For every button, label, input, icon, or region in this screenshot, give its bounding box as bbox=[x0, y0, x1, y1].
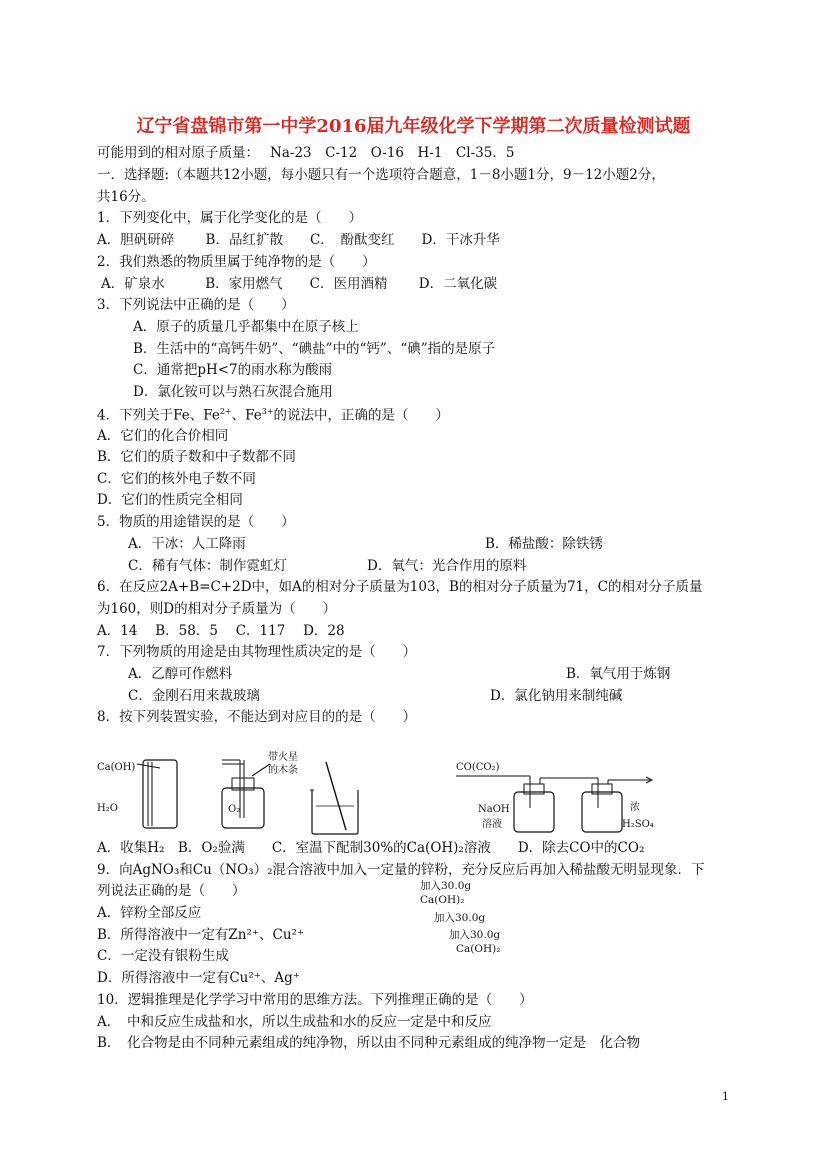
q1-stem: 1．下列变化中，属于化学变化的是（ ） bbox=[97, 210, 363, 226]
svg-text:O₂: O₂ bbox=[228, 804, 241, 815]
svg-text:带火星: 带火星 bbox=[268, 752, 298, 763]
q9-option-d: D．所得溶液中一定有Cu²⁺、Ag⁺ bbox=[97, 970, 300, 986]
svg-text:H₂O: H₂O bbox=[97, 803, 118, 814]
q5-option-a: A．干冰：人工降雨 bbox=[128, 536, 246, 552]
svg-text:NaOH: NaOH bbox=[478, 804, 510, 815]
page-number: 1 bbox=[722, 1090, 729, 1103]
stray-label: Ca(OH)₂ bbox=[420, 894, 465, 906]
svg-text:H₂SO₄: H₂SO₄ bbox=[622, 819, 654, 830]
q2-stem: 2．我们熟悉的物质里属于纯净物的是（ ） bbox=[97, 254, 376, 270]
q8-stem: 8．按下列装置实验，不能达到对应目的的是（ ） bbox=[97, 709, 417, 725]
page-title: 辽宁省盘锦市第一中学2016届九年级化学下学期第二次质量检测试题 bbox=[136, 116, 691, 137]
q10-option-a: A． 中和反应生成盐和水，所以生成盐和水的反应一定是中和反应 bbox=[97, 1014, 492, 1030]
q9-stem: 9．向AgNO₃和Cu（NO₃）₂混合溶液中加入一定量的锌粉，充分反应后再加入稀盐酸无明显现象．下 bbox=[97, 862, 705, 878]
stray-label: 加入30.0g bbox=[434, 912, 486, 924]
q9-option-c: C．一定没有银粉生成 bbox=[97, 948, 229, 964]
q5-option-b: B．稀盐酸：除铁锈 bbox=[485, 536, 603, 552]
q2-options: A．矿泉水 B．家用燃气 C．医用酒精 D．二氧化碳 bbox=[101, 276, 498, 292]
svg-text:溶液: 溶液 bbox=[482, 819, 502, 830]
q7-option-c: C．金刚石用来裁玻璃 bbox=[128, 688, 260, 704]
q10-option-b: B． 化合物是由不同种元素组成的纯净物，所以由不同种元素组成的纯净物一定是 化合物 bbox=[97, 1035, 641, 1051]
q6-options: A．14 B．58．5 C．117 D．28 bbox=[97, 623, 345, 639]
q9-option-a: A．锌粉全部反应 bbox=[97, 905, 202, 921]
apparatus-a bbox=[97, 760, 177, 828]
q7-stem: 7．下列物质的用途是由其物理性质决定的是（ ） bbox=[97, 644, 417, 660]
q7-option-d: D．氯化钠用来制纯碱 bbox=[490, 688, 623, 704]
apparatus-d bbox=[456, 762, 654, 832]
svg-text:Ca(OH): Ca(OH) bbox=[97, 762, 136, 773]
q5-option-c: C．稀有气体：制作霓虹灯 bbox=[128, 558, 287, 574]
svg-text:浓: 浓 bbox=[630, 802, 640, 813]
apparatus-c bbox=[310, 762, 358, 834]
svg-text:CO(CO₂): CO(CO₂) bbox=[456, 762, 500, 773]
q1-options: A．胆矾研碎 B．品红扩散 C． 酚酞变红 D．干冰升华 bbox=[97, 232, 500, 248]
q10-stem: 10．逻辑推理是化学学习中常用的思维方法。下列推理正确的是（ ） bbox=[97, 992, 533, 1008]
stray-label: Ca(OH)₂ bbox=[456, 943, 501, 955]
q3-option-c: C．通常把pH<7的雨水称为酸雨 bbox=[133, 362, 333, 378]
stray-label: 加入30.0g bbox=[420, 880, 472, 892]
q7-option-b: B．氧气用于炼钢 bbox=[566, 666, 671, 682]
q8-apparatus-figure bbox=[0, 748, 827, 838]
q7-option-a: A．乙醇可作燃料 bbox=[128, 666, 233, 682]
q5-option-d: D．氧气：光合作用的原料 bbox=[367, 558, 527, 574]
q4-stem: 4．下列关于Fe、$Fe^{2+}$、$Fe^{3+}$的说法中，正确的是（ ） bbox=[97, 407, 450, 424]
q6-stem-cont: 为160，则D的相对分子质量为（ ） bbox=[97, 601, 337, 617]
q6-stem: 6．在反应2A+B=C+2D中，如A的相对分子质量为103，B的相对分子质量为71，C的相对分子质量 bbox=[97, 579, 703, 595]
q3-option-d: D．氯化铵可以与熟石灰混合施用 bbox=[133, 384, 333, 400]
q4-option-b: B．它们的质子数和中子数都不同 bbox=[97, 449, 296, 465]
q4-option-d: D．它们的性质完全相同 bbox=[97, 492, 243, 508]
section-heading-cont: 共16分。 bbox=[97, 189, 155, 205]
section-heading: 一．选择题:（本题共12小题，每小题只有一个选项符合题意，1－8小题1分，9－12小题2分， bbox=[97, 167, 665, 183]
q3-stem: 3．下列说法中正确的是（ ） bbox=[97, 297, 295, 313]
atomic-masses: 可能用到的相对原子质量： Na-23 C-12 O-16 H-1 Cl-35．5 bbox=[97, 145, 515, 161]
q5-stem: 5．物质的用途错误的是（ ） bbox=[97, 514, 295, 530]
svg-text:的木条: 的木条 bbox=[268, 765, 298, 776]
q9-option-b: B．所得溶液中一定有Zn²⁺、Cu²⁺ bbox=[97, 927, 305, 943]
q4-option-a: A．它们的化合价相同 bbox=[97, 428, 229, 444]
q4-option-c: C．它们的核外电子数不同 bbox=[97, 471, 256, 487]
q3-option-a: A．原子的质量几乎都集中在原子核上 bbox=[133, 319, 359, 335]
apparatus-b bbox=[222, 750, 298, 828]
q9-stem-cont: 列说法正确的是（ ） bbox=[97, 883, 246, 899]
q8-options: A．收集H₂ B．O₂验满 C．室温下配制30%的Ca(OH)₂溶液 D．除去CO中的CO₂ bbox=[97, 840, 645, 856]
q3-option-b: B．生活中的“高钙牛奶”、“碘盐”中的“钙”、“碘”指的是原子 bbox=[133, 341, 496, 357]
stray-label: 加入30.0g bbox=[449, 929, 501, 941]
